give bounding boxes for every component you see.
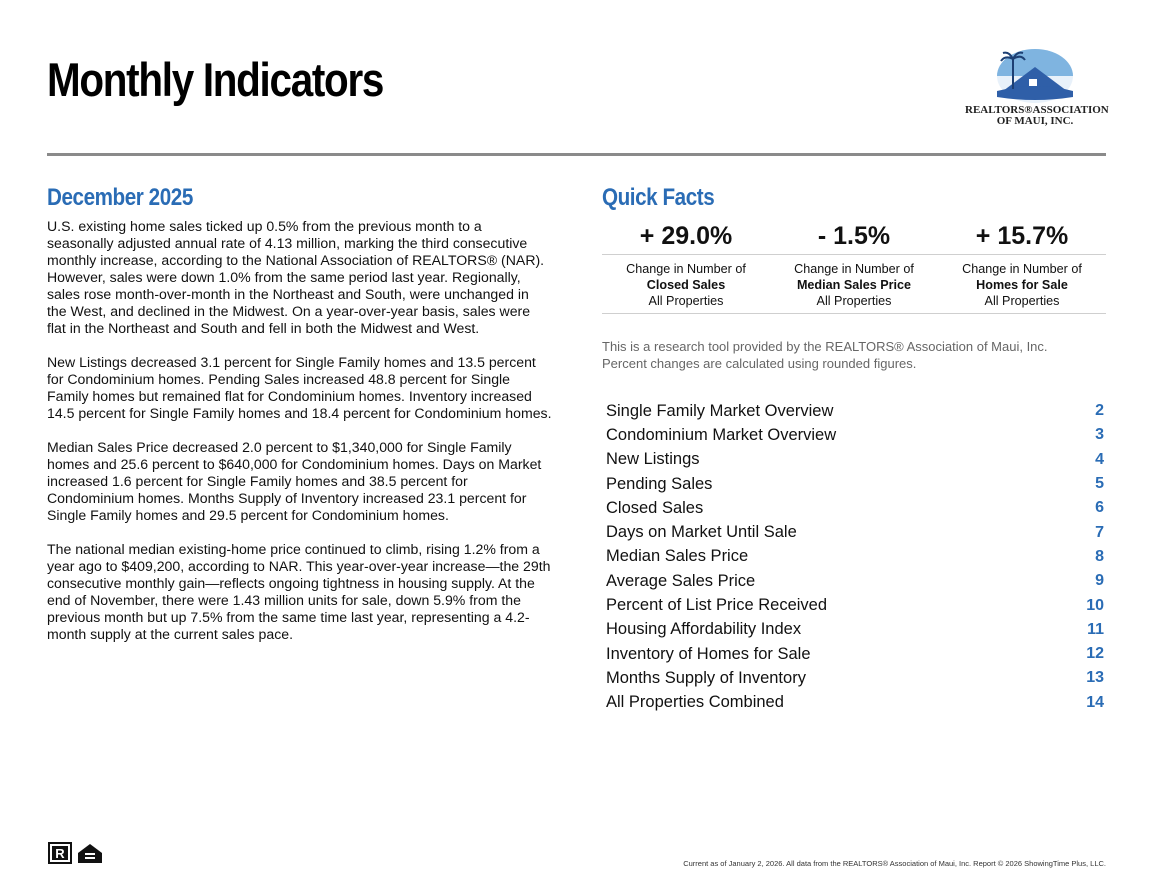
toc-label: Inventory of Homes for Sale [606, 644, 811, 663]
fact-closed-sales [602, 218, 770, 254]
note-line: Percent changes are calculated using rounded figures. [602, 356, 917, 371]
fact-metric-name: Median Sales Price [796, 278, 912, 292]
toc-page-number: 8 [1095, 547, 1104, 565]
toc-item[interactable] [606, 496, 1104, 520]
fact-description [938, 255, 1106, 311]
toc-item[interactable] [606, 642, 1104, 666]
toc-item[interactable] [606, 399, 1104, 423]
quick-facts-heading: Quick Facts [602, 184, 715, 211]
fact-value: + 15.7% [975, 222, 1069, 250]
summary-text [47, 218, 552, 660]
toc-label: Average Sales Price [606, 571, 756, 590]
summary-paragraph: The national median existing-home price continued to climb, rising 1.2% from a year ago to $409,200, according to NAR. This year-over-year increase—the 29th consecutive monthly gain—reflects ongoing tightness in housing supply. At the end of November, there were 1.43 million units for sale, down 5.9% from the previous month but up 7.5% from the same time last year, representing a 4.2-month supply at the current sales pace. [47, 541, 551, 642]
toc-page-number: 5 [1095, 475, 1104, 493]
logo-emblem-icon [965, 45, 1115, 107]
fact-homes-for-sale [938, 218, 1106, 254]
fact-desc-line: Change in Number of [962, 262, 1082, 276]
fact-value: + 29.0% [639, 222, 733, 250]
toc-label: Condominium Market Overview [606, 425, 837, 444]
research-note [602, 338, 1106, 372]
toc-item[interactable] [606, 666, 1104, 690]
toc-label: All Properties Combined [606, 693, 784, 712]
realtor-r-icon [49, 843, 71, 863]
toc-page-number: 4 [1095, 450, 1104, 468]
toc-label: Percent of List Price Received [606, 596, 828, 615]
toc-label: Closed Sales [606, 498, 704, 517]
note-line: This is a research tool provided by the REALTORS® Association of Maui, Inc. [602, 339, 1048, 354]
summary-paragraph: Median Sales Price decreased 2.0 percent to $1,340,000 for Single Family homes and 25.6 percent to $640,000 for Condominium homes. Days on Market increased 1.6 percent for Single Family homes and 38.5 percent for Condominium homes. Months Supply of Inventory increased 23.1 percent for Single Family homes and 29.5 percent for Condominium homes. [47, 439, 542, 523]
toc-label: Months Supply of Inventory [606, 668, 806, 687]
footer-logos [48, 842, 108, 870]
footer-note: Current as of January 2, 2026. All data from the REALTORS® Association of Maui, Inc. Report © 2026 ShowingTime Plus, LLC. [683, 859, 1106, 868]
svg-text:R: R [55, 846, 65, 861]
toc-label: New Listings [606, 450, 700, 469]
fact-desc-line: All Properties [984, 294, 1060, 308]
toc-item[interactable] [606, 569, 1104, 593]
toc-page-number: 13 [1086, 669, 1104, 687]
report-month-heading: December 2025 [47, 184, 193, 211]
toc-page-number: 9 [1095, 572, 1104, 590]
fact-median-price [770, 218, 938, 254]
toc-item[interactable] [606, 545, 1104, 569]
fact-metric-name: Closed Sales [646, 278, 726, 292]
fact-description [602, 255, 770, 311]
facts-divider [602, 313, 1106, 314]
toc-item[interactable] [606, 448, 1104, 472]
toc-label: Single Family Market Overview [606, 401, 834, 420]
toc-page-number: 10 [1086, 596, 1104, 614]
fact-desc-line: All Properties [816, 294, 892, 308]
fact-description [770, 255, 938, 311]
logo-text-line2: OF MAUI, INC. [996, 115, 1074, 127]
fact-desc-line: Change in Number of [794, 262, 914, 276]
fact-value: - 1.5% [817, 222, 891, 250]
quick-facts-panel [602, 218, 1106, 314]
toc-item[interactable] [606, 593, 1104, 617]
summary-paragraph: U.S. existing home sales ticked up 0.5% from the previous month to a seasonally adjusted annual rate of 4.13 million, marking the third consecutive monthly increase, according to the National Association of REALTORS® (NAR). However, sales were down 1.0% from the same period last year. Regionally, sales rose month-over-month in the Northeast and South, were unchanged in the West, and declined in the Midwest. On a year-over-year basis, sales were flat in the Northeast and South and fell in both the Midwest and West. [47, 218, 545, 336]
equal-housing-icon [78, 844, 102, 863]
toc-label: Median Sales Price [606, 547, 749, 566]
toc-item[interactable] [606, 423, 1104, 447]
fact-desc-line: Change in Number of [626, 262, 746, 276]
toc-label: Housing Affordability Index [606, 620, 802, 639]
toc-page-number: 6 [1095, 499, 1104, 517]
toc-label: Days on Market Until Sale [606, 523, 797, 542]
association-logo [965, 45, 1115, 130]
toc-item[interactable] [606, 520, 1104, 544]
toc-page-number: 2 [1095, 402, 1104, 420]
toc-page-number: 3 [1095, 426, 1104, 444]
toc-page-number: 14 [1086, 693, 1104, 711]
summary-paragraph: New Listings decreased 3.1 percent for Single Family homes and 13.5 percent for Condominium homes. Pending Sales increased 48.8 percent for Single Family homes but remained flat for Condominium homes. Inventory increased 14.5 percent for Single Family homes and 18.4 percent for Condominium homes. [47, 354, 552, 421]
fact-metric-name: Homes for Sale [976, 278, 1068, 292]
toc-label: Pending Sales [606, 474, 713, 493]
toc-item[interactable] [606, 618, 1104, 642]
table-of-contents [606, 399, 1104, 715]
page-title: Monthly Indicators [47, 53, 384, 106]
toc-page-number: 12 [1086, 645, 1104, 663]
header-divider [47, 153, 1106, 156]
toc-page-number: 11 [1087, 620, 1104, 638]
toc-item[interactable] [606, 691, 1104, 715]
toc-item[interactable] [606, 472, 1104, 496]
toc-page-number: 7 [1095, 523, 1104, 541]
fact-desc-line: All Properties [648, 294, 724, 308]
logo-text-line1: REALTORS®ASSOCIATION [965, 104, 1109, 116]
